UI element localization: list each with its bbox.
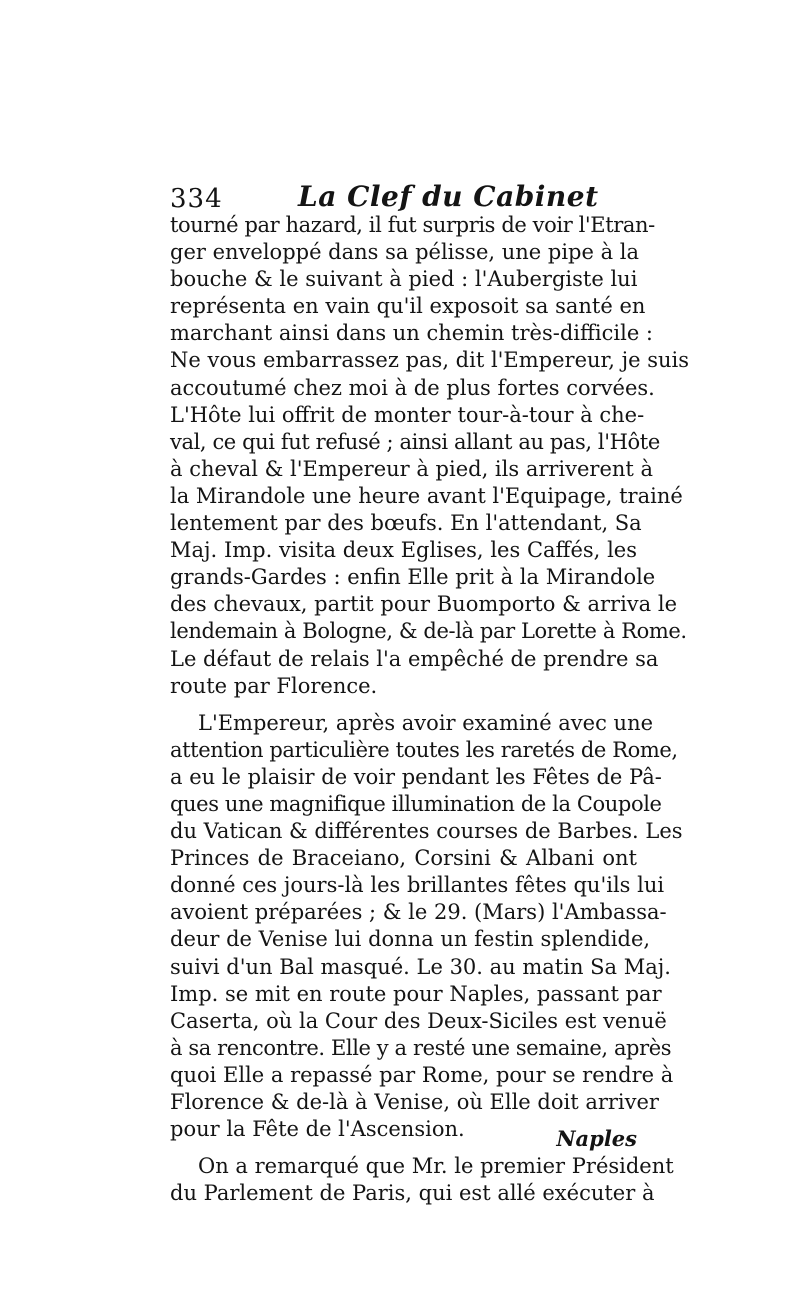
paragraph-1 bbox=[170, 212, 690, 700]
body-text bbox=[170, 212, 690, 1207]
text-line: accoutumé chez moi à de plus fortes corvées. bbox=[170, 375, 655, 400]
text-line: Florence & de-là à Venise, où Elle doit arriver bbox=[170, 1090, 659, 1114]
text-line: suivi d'un Bal masqué. Le 30. au matin Sa Maj. bbox=[170, 954, 671, 979]
text-line: val, ce qui fut refusé ; ainsi allant au pas, l'Hôte bbox=[170, 429, 660, 454]
text-line: Imp. se mit en route pour Naples, passant par bbox=[170, 981, 662, 1006]
text-line: Princes de Braceiano, Corsini & Albani ont bbox=[170, 846, 637, 871]
text-line: ques une magnifique illumination de la Coupole bbox=[170, 791, 662, 816]
text-line: On a remarqué que Mr. le premier Président bbox=[198, 1154, 674, 1179]
text-line: du Parlement de Paris, qui est allé exécuter à bbox=[170, 1181, 655, 1206]
text-line: lentement par des bœufs. En l'attendant, Sa bbox=[170, 511, 642, 536]
text-line: des chevaux, partit pour Buomporto & arriva le bbox=[170, 592, 678, 617]
text-line: deur de Venise lui donna un festin splendide, bbox=[170, 927, 651, 952]
text-line: la Mirandole une heure avant l'Equipage, trainé bbox=[170, 483, 683, 508]
text-line: Ne vous embarrassez pas, dit l'Empereur, je suis bbox=[170, 348, 690, 373]
text-line: attention particulière toutes les raretés de Rome, bbox=[170, 737, 678, 762]
text-line: route par Florence. bbox=[170, 673, 378, 698]
text-line: Le défaut de relais l'a empêché de prendre sa bbox=[170, 646, 659, 671]
paragraph-2 bbox=[170, 710, 683, 1144]
running-title: La Clef du Cabinet bbox=[298, 180, 599, 213]
text-line: Maj. Imp. visita deux Eglises, les Caffés, les bbox=[170, 538, 637, 563]
text-line: a eu le plaisir de voir pendant les Fêtes de Pâ- bbox=[170, 764, 662, 789]
text-line: à sa rencontre. Elle y a resté une semaine, après bbox=[170, 1035, 672, 1060]
text-line: tourné par hazard, il fut surpris de voir l'Etran- bbox=[170, 213, 655, 237]
page-number: 334 bbox=[170, 184, 223, 214]
text-line: lendemain à Bologne, & de-là par Lorette à Rome. bbox=[170, 619, 687, 644]
paragraph-3 bbox=[170, 1153, 674, 1207]
text-line: représenta en vain qu'il exposoit sa santé en bbox=[170, 294, 646, 319]
text-line: avoient préparées ; & le 29. (Mars) l'Ambassa- bbox=[170, 900, 667, 925]
text-line: L'Hôte lui offrit de monter tour-à-tour à che- bbox=[170, 402, 645, 427]
paragraph-gap bbox=[170, 700, 637, 710]
text-line: ger enveloppé dans sa pélisse, une pipe à la bbox=[170, 240, 640, 265]
text-line: Caserta, où la Cour des Deux-Siciles est venuë bbox=[170, 1008, 667, 1033]
text-line: quoi Elle a repassé par Rome, pour se rendre à bbox=[170, 1062, 674, 1087]
catchword: Naples bbox=[556, 1126, 637, 1151]
text-line: pour la Fête de l'Ascension. bbox=[170, 1117, 465, 1142]
text-line: bouche & le suivant à pied : l'Aubergiste lui bbox=[170, 267, 638, 292]
text-line: grands-Gardes : enfin Elle prit à la Mirandole bbox=[170, 565, 656, 590]
text-line: à cheval & l'Empereur à pied, ils arriverent à bbox=[170, 456, 654, 481]
text-line: donné ces jours-là les brillantes fêtes qu'ils lui bbox=[170, 873, 665, 898]
text-line: marchant ainsi dans un chemin très-difficile : bbox=[170, 321, 653, 346]
text-line: L'Empereur, après avoir examiné avec une bbox=[198, 710, 654, 735]
text-line: du Vatican & différentes courses de Barbes. Les bbox=[170, 819, 683, 844]
